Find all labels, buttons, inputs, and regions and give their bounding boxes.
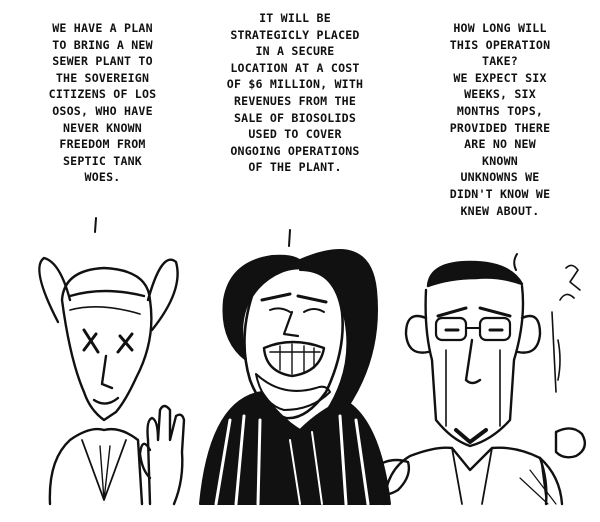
speech-line: IN A SECURE xyxy=(255,44,335,59)
speech-line: OF $6 MILLION, WITH xyxy=(226,77,364,92)
speech-tail-right xyxy=(514,254,517,270)
speech-line: LOCATION AT A COST xyxy=(230,60,360,75)
speech-line: USED TO COVER xyxy=(248,127,342,142)
speech-line: UNKNOWNS WE xyxy=(460,170,540,185)
speech-line: CITIZENS OF LOS xyxy=(48,87,157,102)
speech-line: OF THE PLANT. xyxy=(248,160,342,175)
speech-line: SEWER PLANT TO xyxy=(52,54,153,69)
speech-line: FREEDOM FROM xyxy=(59,137,146,152)
right-figure-drawing xyxy=(372,262,585,504)
speech-line: NEVER KNOWN xyxy=(63,120,142,135)
speech-line: IT WILL BE xyxy=(259,11,331,25)
speech-line: STRATEGICLY PLACED xyxy=(230,27,360,42)
speech-line: PROVIDED THERE xyxy=(449,120,551,135)
center-figure-drawing xyxy=(200,250,390,504)
speech-line: THE SOVEREIGN xyxy=(55,70,150,85)
speech-line: ARE NO NEW xyxy=(464,137,536,152)
speech-line: SEPTIC TANK xyxy=(63,153,142,168)
speech-line: WE EXPECT SIX xyxy=(453,70,547,85)
speech-tail-center xyxy=(289,230,290,246)
speech-line: ONGOING OPERATIONS xyxy=(230,143,360,158)
speech-line: WEEKS, SIX xyxy=(464,87,536,102)
speech-line: KNEW ABOUT. xyxy=(460,203,540,218)
speech-line: THIS OPERATION xyxy=(449,37,551,52)
speech-line: OSOS, WHO HAVE xyxy=(52,103,153,118)
speech-line: REVENUES FROM THE xyxy=(233,93,357,108)
speech-line: DIDN'T KNOW WE xyxy=(449,186,551,201)
speech-tail-left xyxy=(95,218,96,232)
speech-line: MONTHS TOPS, xyxy=(456,103,544,118)
speech-line: HOW LONG WILL xyxy=(453,21,547,35)
speech-line: TO BRING A NEW xyxy=(52,37,153,52)
speech-line: WE HAVE A PLAN xyxy=(52,21,153,35)
speech-line: TAKE? xyxy=(482,54,518,69)
speech-line: SALE OF BIOSOLIDS xyxy=(233,110,357,125)
speech-line: KNOWN xyxy=(482,153,518,168)
speech-line: WOES. xyxy=(84,170,121,185)
left-figure-drawing xyxy=(39,258,184,504)
